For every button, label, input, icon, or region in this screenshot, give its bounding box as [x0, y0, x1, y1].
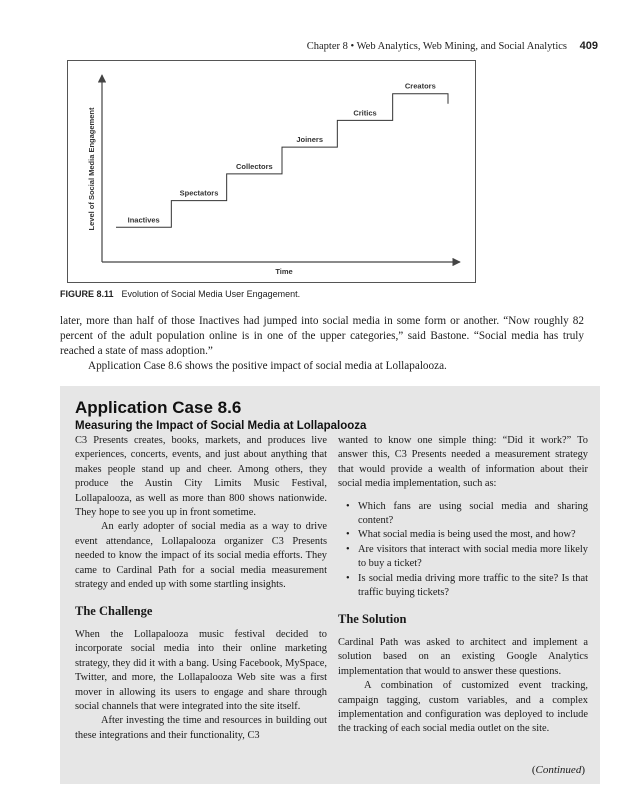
case-left-column — [75, 434, 327, 743]
challenge-heading: The Challenge — [75, 604, 153, 619]
figure-label: FIGURE 8.11 — [60, 289, 114, 299]
step-label: Inactives — [127, 215, 160, 225]
engagement-step-chart — [68, 61, 475, 282]
intro-paragraph-2: Application Case 8.6 shows the positive impact of social media at Lollapalooza. — [88, 360, 447, 372]
continued-note: (Continued) — [531, 764, 585, 776]
list-item: • Are visitors that interact with social media more likely to buy a ticket? — [338, 543, 588, 572]
case-right-column — [338, 434, 588, 737]
case-paragraph: wanted to know one simple thing: “Did it work?” To answer this, C3 Presents needed a measurement strategy that would provide a wealth of information about their social media implementation, such as: — [338, 435, 588, 490]
solution-heading: The Solution — [338, 612, 407, 627]
case-paragraph: After investing the time and resources in building out these integrations and their functionality, C3 — [75, 715, 327, 741]
figure-caption — [60, 289, 300, 299]
list-item: • What social media is being used the most, and how? — [338, 528, 588, 542]
step-line — [116, 94, 448, 228]
list-item: • Which fans are using social media and sharing content? — [338, 500, 588, 529]
figure-caption-text: Evolution of Social Media User Engagement. — [121, 289, 301, 299]
case-paragraph: C3 Presents creates, books, markets, and produces live experiences, concerts, events, and just about anything that makes people stand up and cheer. Among others, they produce the Austin City Limits Music Festival, Lollapalooza, as well as more than 800 shows nationwide. They hope to see you up in front sometime. — [75, 435, 327, 519]
page-number: 409 — [579, 40, 598, 52]
intro-text — [60, 314, 584, 374]
step-label: Collectors — [235, 161, 273, 171]
intro-paragraph-1: later, more than half of those Inactives had jumped into social media in some form or another. “Now roughly 82 percent of the adult population online is in one of the upper categories,” said Bastone. “Social media has truly reached a state of mass adoption.” — [60, 315, 584, 357]
case-paragraph: Cardinal Path was asked to architect and implement a solution based on an existing Google Analytics implementation that would to answer these questions. — [338, 636, 588, 677]
question-list — [338, 500, 588, 601]
step-label: Critics — [353, 108, 377, 118]
case-title: Application Case 8.6 — [75, 398, 242, 417]
continued-text: Continued — [535, 764, 582, 776]
case-paragraph: When the Lollapalooza music festival decided to incorporate social media into their online marketing strategy, they did it with a bang. Using Facebook, MySpace, Twitter, and more, the Lollapalooza Web site was a first mover in allowing its users to engage and share through social channels that were integrated into the site itself. — [75, 628, 327, 712]
case-subtitle: Measuring the Impact of Social Media at Lollapalooza — [75, 420, 367, 432]
case-paragraph: An early adopter of social media as a way to drive event attendance, Lollapalooza organizer C3 Presents needed to know the impact of its social media efforts. They came to Cardinal Path for a social media measurement strategy and ended up with some startling insights. — [75, 521, 327, 591]
step-label: Joiners — [296, 135, 324, 145]
x-axis-label: Time — [275, 267, 293, 276]
list-item: • Is social media driving more traffic to the site? Is that traffic buying tickets? — [338, 572, 588, 601]
case-paragraph: A combination of customized event tracking, campaign tagging, custom variables, and a complex implementation and configuration was deployed to include the tracking of each social media outlet on the site. — [338, 680, 588, 735]
step-label: Spectators — [179, 188, 219, 198]
running-header — [307, 40, 598, 52]
application-case-box — [60, 386, 600, 784]
y-axis-label: Level of Social Media Engagement — [87, 107, 96, 231]
step-label: Creators — [404, 81, 436, 91]
running-title: Chapter 8 • Web Analytics, Web Mining, and Social Analytics — [306, 41, 568, 52]
figure-frame — [67, 60, 476, 283]
